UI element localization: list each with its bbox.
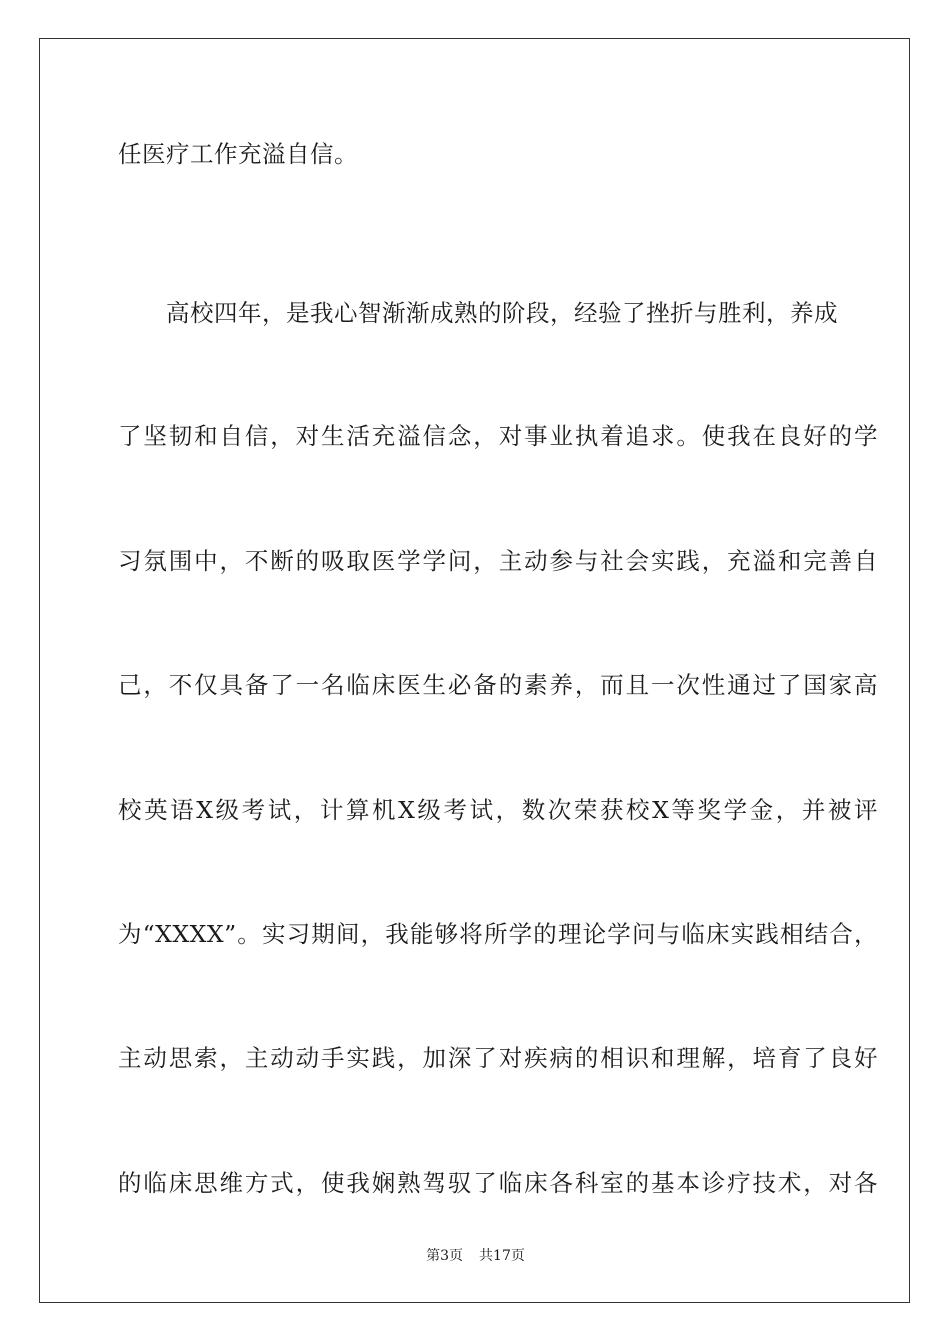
text-line-6: 校英语X级考试，计算机X级考试，数次荣获校X等奖学金，并被评 (118, 796, 878, 824)
page-footer (40, 1247, 911, 1265)
text-line-9: 的临床思维方式，使我娴熟驾驭了临床各科室的基本诊疗技术，对各 (118, 1169, 878, 1197)
page-frame (39, 38, 910, 1303)
text-line-4: 习氛围中，不断的吸取医学学问，主动参与社会实践，充溢和完善自 (118, 547, 878, 575)
text-line-3: 了坚韧和自信，对生活充溢信念，对事业执着追求。使我在良好的学 (118, 422, 878, 450)
text-line-8: 主动思索，主动动手实践，加深了对疾病的相识和理解，培育了良好 (118, 1044, 878, 1072)
text-line-7: 为“XXXX”。实习期间，我能够将所学的理论学问与临床实践相结合， (118, 920, 878, 948)
page-number: 第3页 (426, 1248, 464, 1264)
page-total: 共17页 (479, 1248, 525, 1264)
text-line-1: 任医疗工作充溢自信。 (118, 140, 358, 168)
paragraph-first-line: 高校四年，是我心智渐渐成熟的阶段，经验了挫折与胜利，养成 (166, 299, 838, 327)
text-line-5: 己，不仅具备了一名临床医生必备的素养，而且一次性通过了国家高 (118, 671, 878, 699)
